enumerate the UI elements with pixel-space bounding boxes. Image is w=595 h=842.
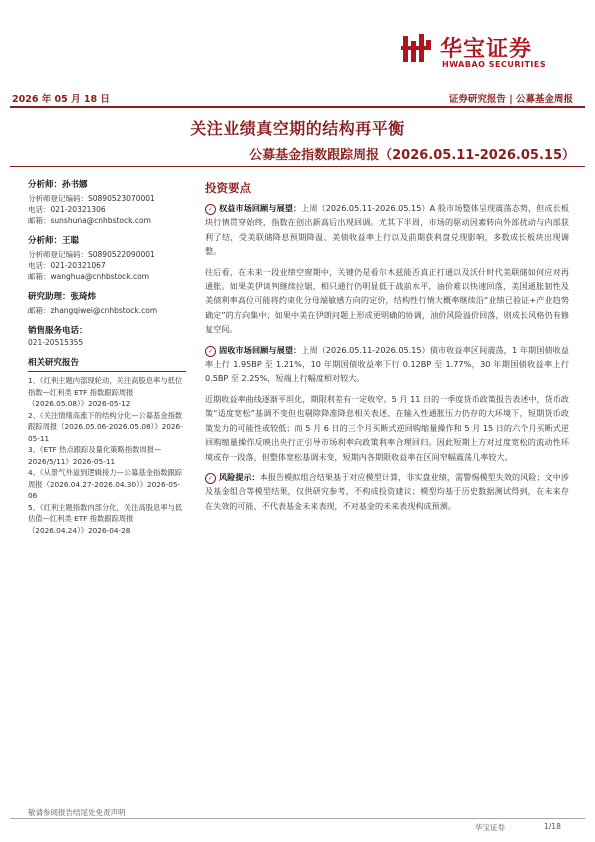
analyst-email: 邮箱：wanghua@cnhbstock.com: [28, 272, 150, 281]
report-title: 关注业绩真空期的结构再平衡: [190, 119, 405, 138]
analyst-phone: 电话：021-20321306: [28, 205, 106, 214]
analyst-email: 邮箱：sunshuna@cnhbstock.com: [28, 216, 151, 225]
company-logo: [400, 30, 570, 72]
bullet-icon: ✓: [205, 346, 216, 357]
report-date: 2026 年 05 月 18 日: [12, 94, 110, 105]
assistant-name: 研究助理：张琦炜: [28, 292, 97, 302]
related-report-item: 5、《红利主题指数内部分化，关注高股息率与低估值—红利类 ETF 指数跟踪周报（2026.04.24）》2026-04-28: [28, 502, 183, 535]
equity-review-paragraph: [205, 201, 569, 259]
sales-label: 销售服务电话：: [28, 326, 88, 336]
analyst-card: [28, 180, 186, 226]
key-points-section: [205, 180, 569, 519]
risk-warning-paragraph: [205, 470, 569, 513]
analyst-card: [28, 236, 186, 282]
paragraph-text: 上周（2026.05.11-2026.05.15）债市收益率区间震荡，1 年期国债收益率上行 1.95BP 至 1.21%，10 年期国债收益率下行 0.12BP 至 1.77%，30 年期国债收益率上行 0.5BP 至 2.25%，短端上行幅度相对较大。: [205, 344, 569, 384]
title-divider: [10, 166, 585, 167]
paragraph-lead: 风险提示：: [219, 471, 260, 482]
related-report-item: 4、《从景气外溢到逻辑接力—公募基金指数跟踪周报（2026.04.27-2026.04.30）》2026-05-06: [28, 468, 183, 500]
analyst-name: 分析师：孙书娜: [28, 180, 88, 190]
disclaimer-note: 敬请参阅报告结尾处免责声明: [28, 808, 126, 817]
related-report-item: 1、《红利主题内部现轮动，关注高股息率与低位指数—红利类 ETF 指数跟踪周报（2026.05.08）》2026-05-12: [28, 376, 183, 408]
analyst-name: 分析师：王聪: [28, 236, 80, 246]
report-subtitle: 公募基金指数跟踪周报（2026.05.11-2026.05.15）: [249, 148, 575, 163]
company-name-en: HWABAO SECURITIES: [442, 60, 547, 69]
analyst-phone: 电话：021-20321067: [28, 261, 106, 270]
sales-phone: 021-20515355: [28, 338, 84, 347]
related-reports-heading: 相关研究报告: [28, 358, 186, 372]
paragraph-text: 上周（2026.05.11-2026.05.15）A 股市场整体呈现震荡态势，但成长板块行情贯穿始终，指数在创出新高后出现回调。尤其下半周，市场的驱动因素转向外部扰动与内部获利了结，受美联储降息预期降温、美债收益率上行以及前期获利盘兑现影响，多数成长板块出现调整。: [205, 203, 569, 257]
related-report-item: 2、《关注情绪高涨下的结构分化—公募基金指数跟踪周报（2026.05.06-2026.05.08）》2026-05-11: [28, 410, 183, 443]
paragraph-text: 本报告模拟组合结果基于对应模型计算，非实盘业绩，需警惕模型失效的风险；文中涉及基金组合等模型结果，仅供研究参考，不构成投资建议；模型均基于历史数据测试得到，在未来存在失效的可能，不代表基金未来表现，不对基金的未来表现构成预测。: [205, 471, 569, 511]
equity-outlook-paragraph: 往后看，在未来一段业绩空窗期中，关键仍是看尔木兹能否真正打通以及沃什时代美联储如何应对再通胀。如果美伊谈判继续拉锯，相只通行仍明显低于战前水平，油价难以快速回落，美国通胀韧性及美债利率高位可能将约束化分母端敏感方向的定价，结构性行情大概率继续沿“业绩已验证+产业趋势确定”的方向集中；如果中美在伊朗问题上形成更明确的协调，油价风险溢价回落，则成长风格仍有修复空间。: [205, 266, 569, 335]
fixed-income-paragraph: [205, 343, 569, 386]
key-points-heading: 投资要点: [205, 181, 251, 195]
header-divider: [10, 106, 585, 108]
analyst-cert: 分析师登记编码：S0890523070001: [28, 194, 155, 203]
assistant-email: 邮箱：zhangqiwei@cnhbstock.com: [28, 306, 158, 315]
assistant-card: [28, 292, 186, 316]
footer-divider: [10, 818, 585, 819]
sales-card: [28, 326, 186, 348]
analyst-cert: 分析师登记编码：S0890522090001: [28, 250, 155, 259]
report-type: 证券研究报告 | 公募基金周报: [448, 94, 573, 105]
bullet-icon: ✓: [205, 204, 216, 215]
paragraph-lead: 权益市场回顾与展望：: [219, 203, 302, 213]
paragraph-lead: 固收市场回顾与展望：: [219, 344, 302, 355]
page-number: 1/18: [544, 822, 561, 831]
hwabao-logo-icon: [400, 32, 434, 66]
bullet-icon: ✓: [205, 473, 216, 484]
sidebar: [28, 180, 186, 536]
company-name-cn: 华宝证券: [440, 37, 533, 62]
related-report-item: 3、《ETF 热点跟踪及量化策略指数周报—2026/5/11》2026-05-11: [28, 445, 162, 466]
footer-company: 华宝证券: [475, 823, 505, 832]
yield-curve-paragraph: 近期收益率曲线逐渐平坦化，期限利差有一定收窄。5 月 11 日的一季度货币政策报告表述中，货币政策“适度宽松”基调不变但也剔除降准降息相关表述，在输入性通胀压力仍存的大环境下，短期货币政策发力的可能性或较低；而 5 月 6 日的三个月买断式逆回购缩量操作和 5 月 15 日的六个月买断式逆回购缩量操作反映出央行正引导市场利率向政策利率合理回归。因此短期上方对过度宽松的流动性环境或存一段落，但整体宽松基调未变，短期内各期限收益率在区间窄幅震荡几率较大。: [205, 393, 569, 462]
